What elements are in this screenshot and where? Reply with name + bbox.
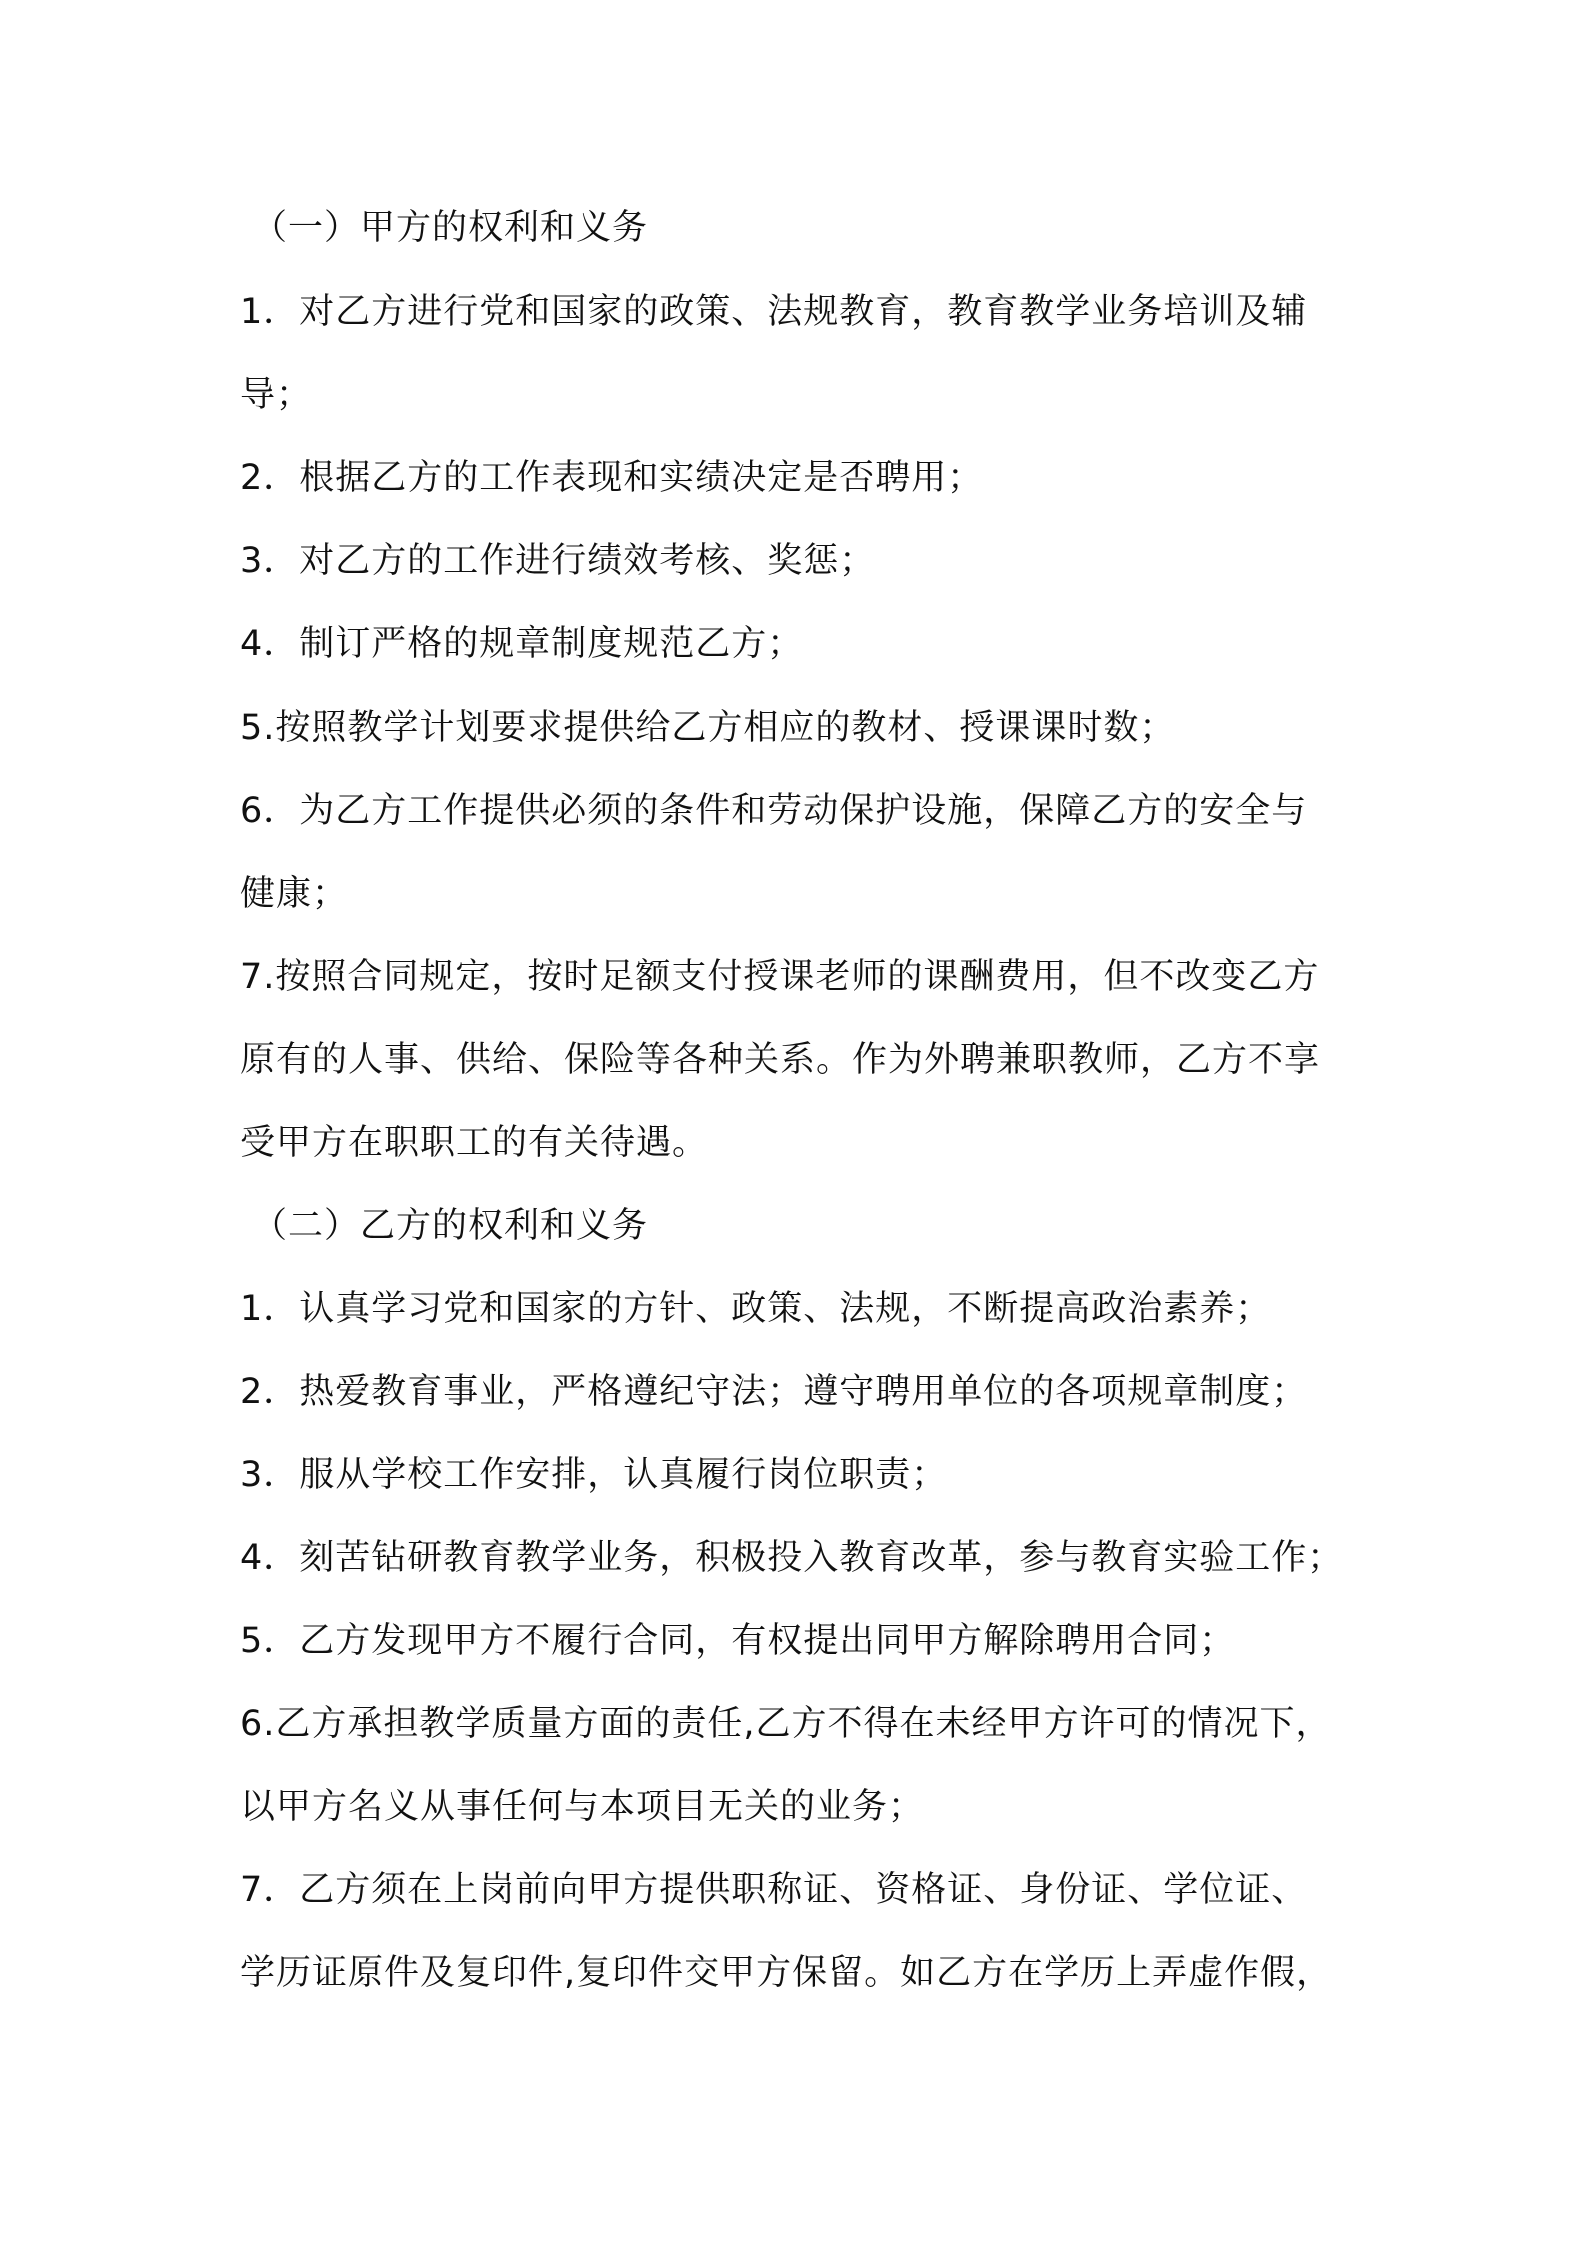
paragraph-line: 2．热爱教育事业，严格遵纪守法；遵守聘用单位的各项规章制度； [240, 1372, 1308, 1412]
paragraph-line: 5．乙方发现甲方不履行合同，有权提出同甲方解除聘用合同； [240, 1621, 1236, 1661]
paragraph-line: 6．为乙方工作提供必须的条件和劳动保护设施，保障乙方的安全与 [240, 791, 1308, 831]
paragraph-line: 1．认真学习党和国家的方针、政策、法规，不断提高政治素养； [240, 1289, 1272, 1329]
paragraph-line: 4．刻苦钻研教育教学业务，积极投入教育改革，参与教育实验工作； [240, 1538, 1344, 1578]
paragraph-line: 3．对乙方的工作进行绩效考核、奖惩； [240, 541, 876, 581]
paragraph-line: 7.按照合同规定，按时足额支付授课老师的课酬费用，但不改变乙方 [240, 957, 1320, 997]
paragraph-line: 2．根据乙方的工作表现和实绩决定是否聘用； [240, 458, 984, 498]
paragraph-line: 1．对乙方进行党和国家的政策、法规教育，教育教学业务培训及辅 [240, 292, 1308, 332]
paragraph-line: 受甲方在职职工的有关待遇。 [240, 1123, 709, 1163]
paragraph-line: 导； [240, 375, 313, 415]
section-two-heading: （二）乙方的权利和义务 [252, 1206, 649, 1246]
paragraph-line: 健康； [240, 874, 349, 914]
paragraph-line: 学历证原件及复印件,复印件交甲方保留。如乙方在学历上弄虚作假， [240, 1953, 1333, 1993]
paragraph-line: 3．服从学校工作安排，认真履行岗位职责； [240, 1455, 948, 1495]
paragraph-line: 7．乙方须在上岗前向甲方提供职称证、资格证、身份证、学位证、 [240, 1870, 1308, 1910]
paragraph-line: 原有的人事、供给、保险等各种关系。作为外聘兼职教师，乙方不享 [240, 1040, 1321, 1080]
paragraph-line: 4．制订严格的规章制度规范乙方； [240, 624, 804, 664]
paragraph-line: 5.按照教学计划要求提供给乙方相应的教材、授课课时数； [240, 708, 1176, 748]
paragraph-line: 6.乙方承担教学质量方面的责任,乙方不得在未经甲方许可的情况下， [240, 1704, 1332, 1744]
section-one-heading: （一）甲方的权利和义务 [252, 208, 649, 248]
paragraph-line: 以甲方名义从事任何与本项目无关的业务； [240, 1787, 925, 1827]
